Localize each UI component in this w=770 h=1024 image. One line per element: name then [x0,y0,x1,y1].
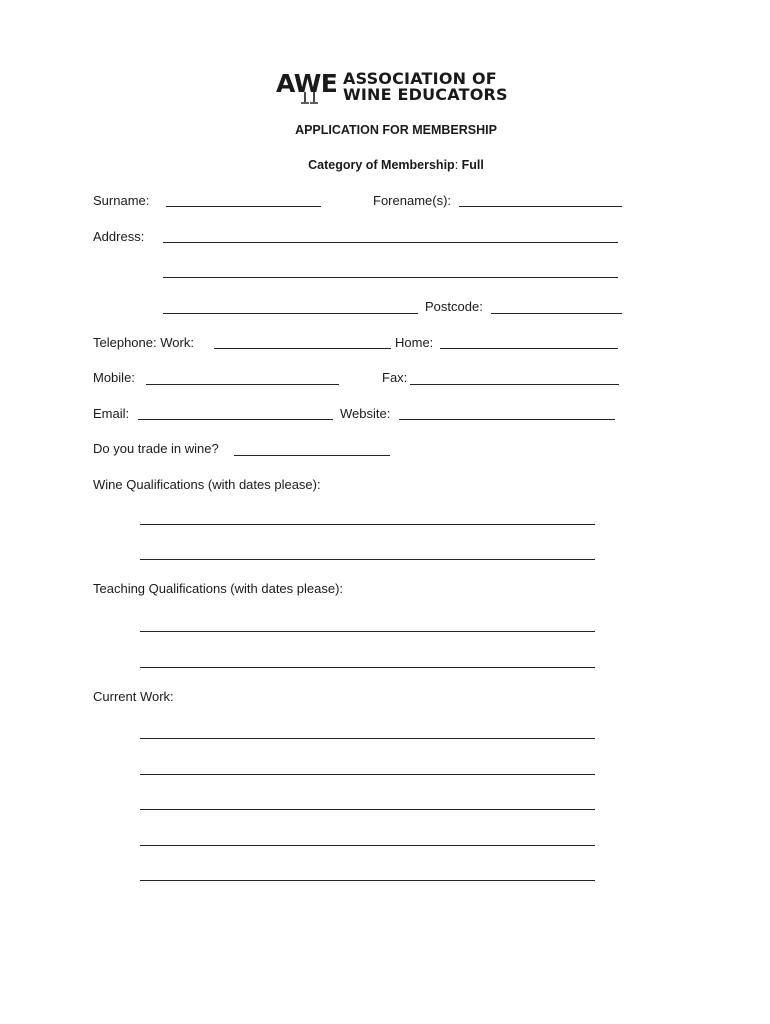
website-field[interactable] [399,419,615,420]
email-field[interactable] [138,419,333,420]
current-work-label: Current Work: [93,689,174,704]
surname-label: Surname: [93,193,150,208]
category-label: Category of Membership [308,158,455,172]
mobile-field[interactable] [146,384,339,385]
fax-label: Fax: [382,370,408,385]
association-logo [276,70,516,104]
logo-line-1: ASSOCIATION OF [343,69,497,88]
telephone-work-field[interactable] [214,348,391,349]
forenames-field[interactable] [459,206,622,207]
telephone-home-field[interactable] [440,348,618,349]
address-line-2-field[interactable] [163,277,618,278]
fax-field[interactable] [410,384,619,385]
mobile-label: Mobile: [93,370,135,385]
membership-category [0,157,770,173]
teaching-qualifications-line-1[interactable] [140,631,595,632]
form-title: APPLICATION FOR MEMBERSHIP [295,123,497,137]
teaching-qualifications-line-2[interactable] [140,667,595,668]
wine-qualifications-line-2[interactable] [140,559,595,560]
current-work-line-3[interactable] [140,809,595,810]
wine-qualifications-line-1[interactable] [140,524,595,525]
trade-in-wine-field[interactable] [234,455,390,456]
category-separator: : [454,158,459,172]
wine-qualifications-label: Wine Qualifications (with dates please): [93,477,321,492]
address-line-1-field[interactable] [163,242,618,243]
email-label: Email: [93,406,130,421]
surname-field[interactable] [166,206,321,207]
telephone-home-label: Home: [395,335,434,350]
current-work-line-4[interactable] [140,845,595,846]
logo-mark: AWE [276,69,338,98]
telephone-work-label: Telephone: Work: [93,335,194,350]
current-work-line-2[interactable] [140,774,595,775]
website-label: Website: [340,406,391,421]
logo-line-2: WINE EDUCATORS [343,85,508,104]
postcode-label: Postcode: [425,299,483,314]
address-label: Address: [93,229,145,244]
address-line-3-field[interactable] [163,313,418,314]
trade-in-wine-label: Do you trade in wine? [93,441,219,456]
wine-glasses-icon [299,92,321,104]
category-value: Full [461,158,484,172]
current-work-line-5[interactable] [140,880,595,881]
postcode-field[interactable] [491,313,622,314]
current-work-line-1[interactable] [140,738,595,739]
teaching-qualifications-label: Teaching Qualifications (with dates please): [93,581,344,596]
forenames-label: Forename(s): [373,193,452,208]
